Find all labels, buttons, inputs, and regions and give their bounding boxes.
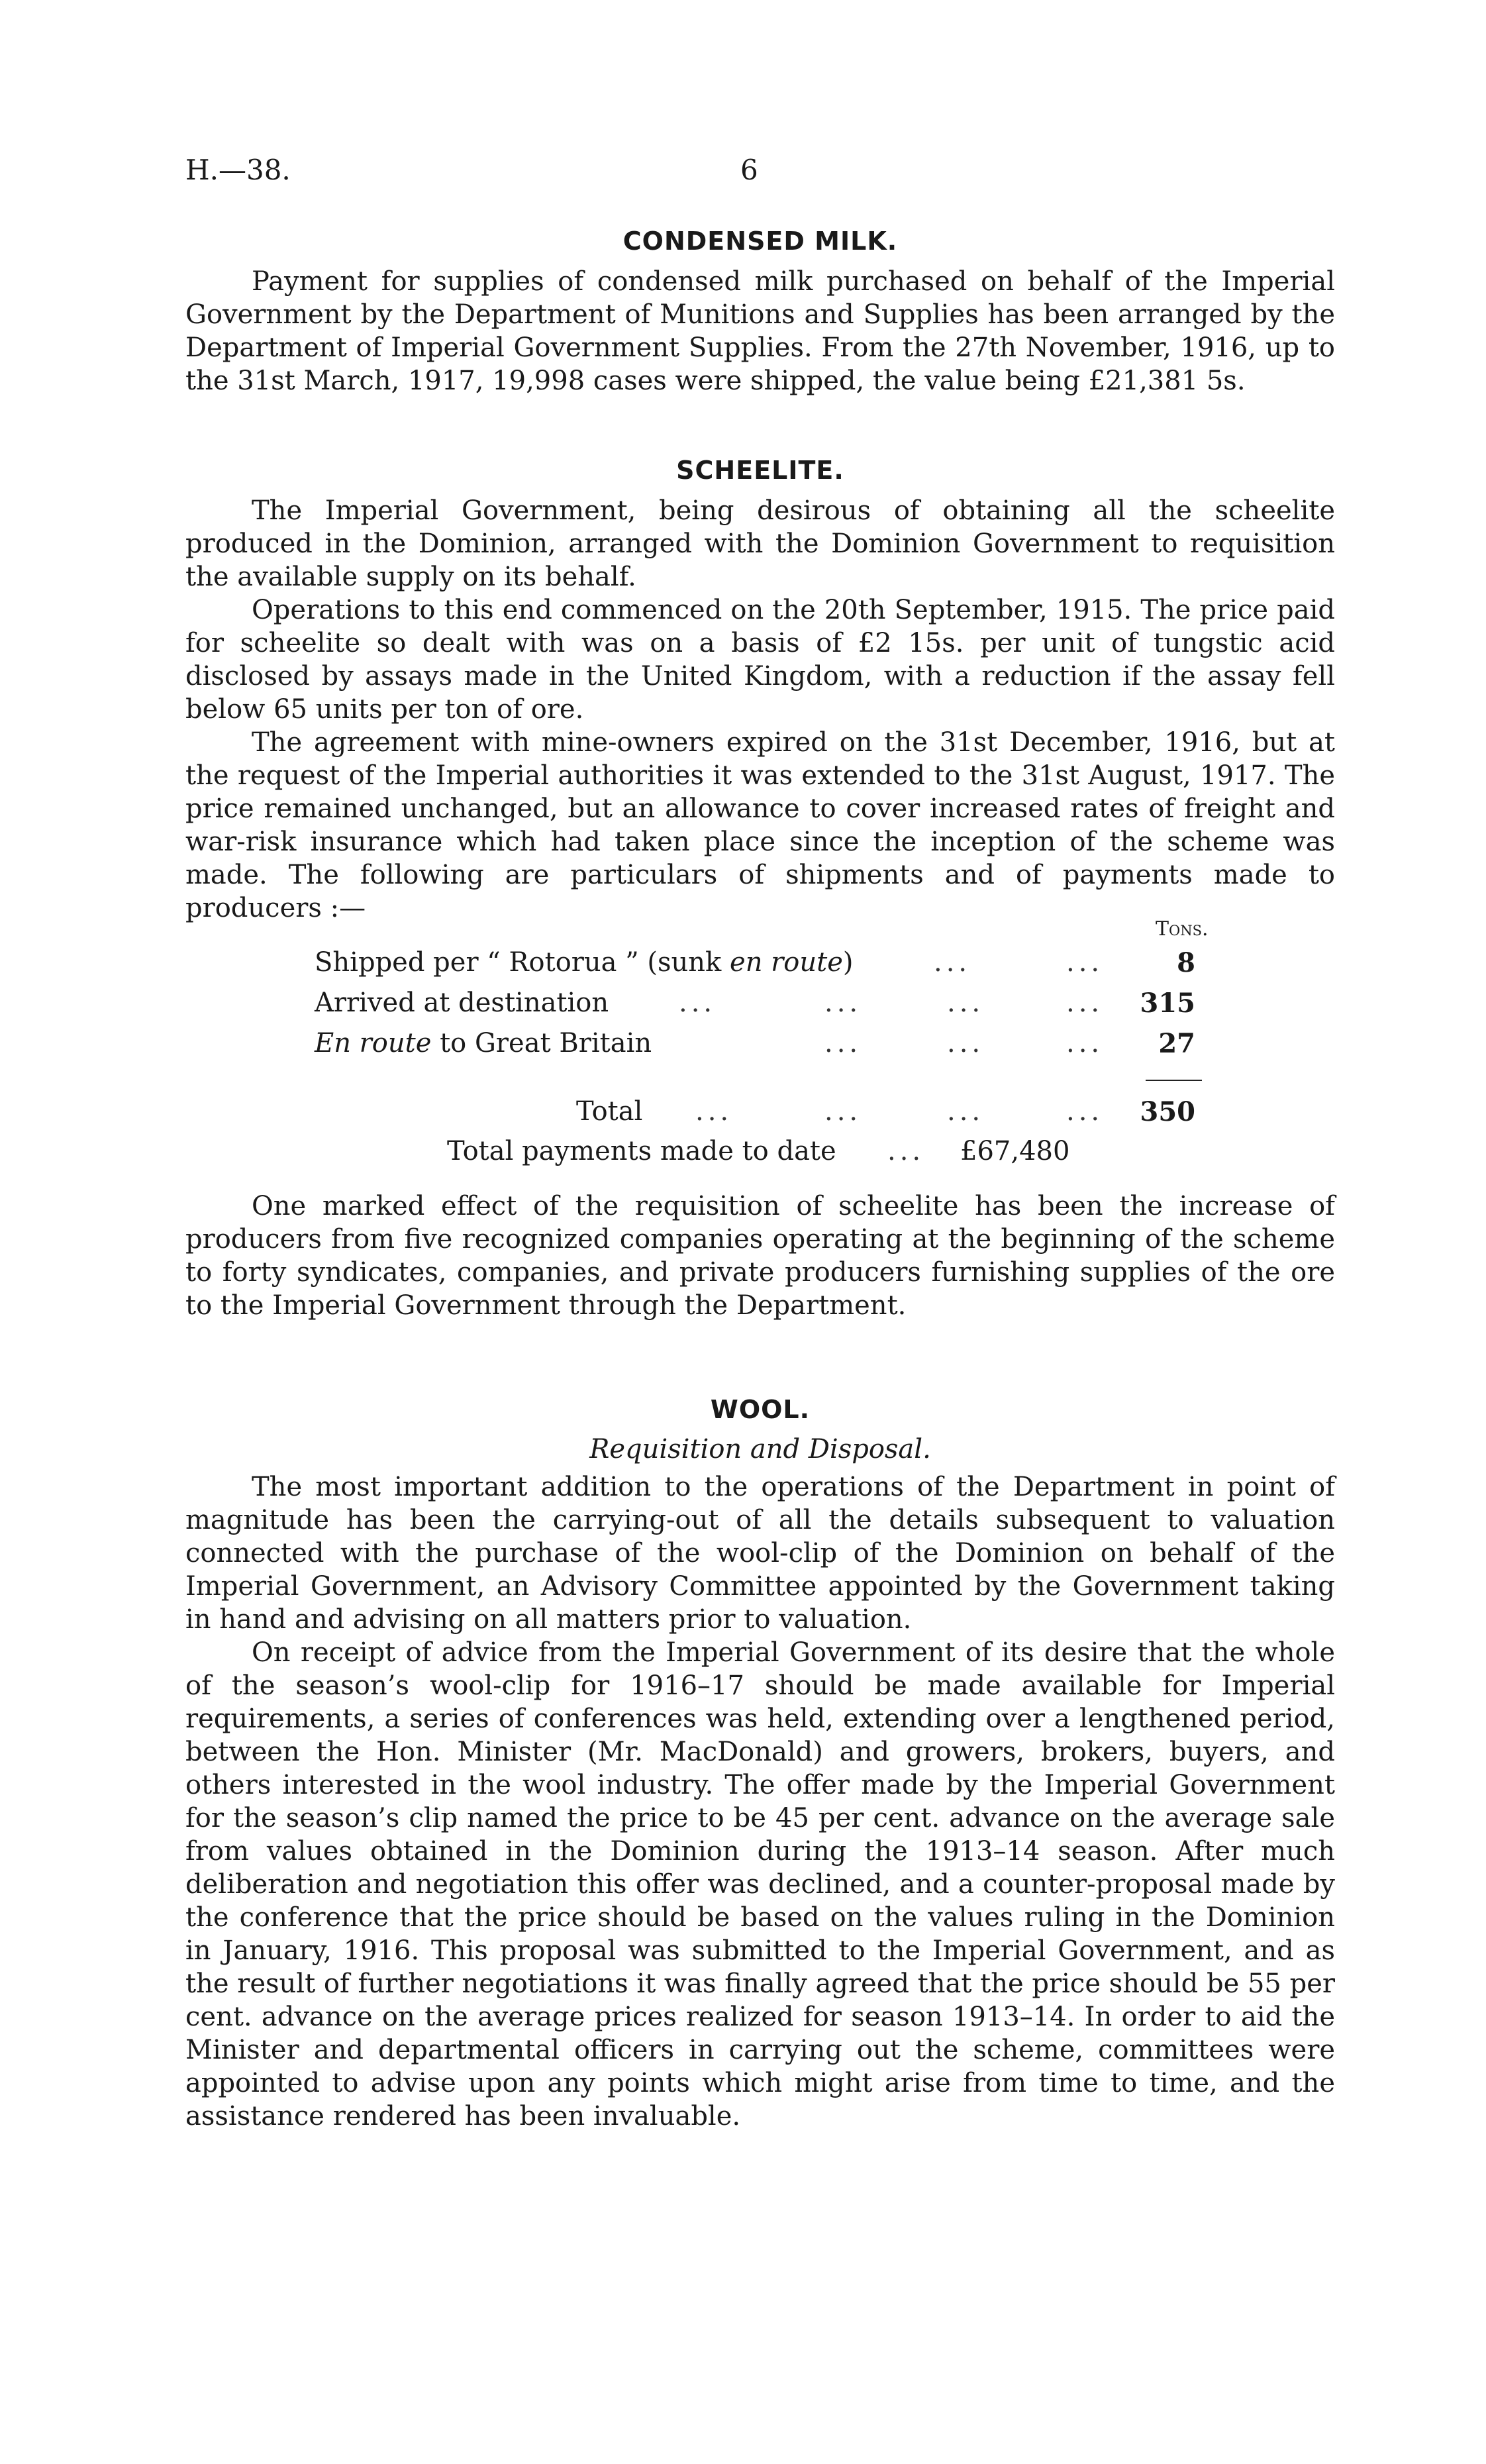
- leader-dots: ...: [824, 1028, 862, 1058]
- table-row: [315, 947, 1242, 984]
- section-heading-scheelite: SCHEELITE.: [676, 456, 844, 485]
- leader-dots: ...: [934, 947, 971, 978]
- leader-dots: ...: [947, 1096, 985, 1127]
- payments-label: Total payments made to date: [447, 1136, 836, 1166]
- leader-dots: ...: [824, 1096, 862, 1127]
- scheelite-paragraph-1: The Imperial Government, being desirous of obtaining all the scheelite produced in the Dominion, arranged with the Dominion Government to requisition the available supply on its behalf.: [185, 495, 1335, 592]
- leader-dots: ...: [1066, 988, 1104, 1018]
- leader-dots: ...: [887, 1136, 925, 1166]
- table-row: [315, 988, 1242, 1025]
- document-reference: H.—38.: [185, 154, 291, 186]
- condensed-milk-paragraph: Payment for supplies of condensed milk purchased on behalf of the Imperial Government by the Department of Munitions and Supplies has been arranged by the Department of Imperial Government Supplies. From the 27th November, 1916, up to the 31st March, 1917, 19,998 cases were shipped, the value being £21,381 5s.: [185, 266, 1335, 396]
- total-label: Total: [576, 1096, 643, 1127]
- wool-subheading: Requisition and Disposal.: [589, 1434, 931, 1464]
- total-row: [315, 1096, 1242, 1133]
- leader-dots: ...: [947, 988, 985, 1018]
- wool-paragraph-1: The most important addition to the operations of the Department in point of magnitude has been the carrying-out of all the details subsequent to valuation connected with the purchase of the wool-clip of the Dominion on behalf of the Imperial Government, an Advisory Committee appointed by the Government taking in hand and advising on all matters prior to valuation.: [185, 1472, 1335, 1635]
- scheelite-paragraph-3: The agreement with mine-owners expired on the 31st December, 1916, but at the request of the Imperial authorities it was extended to the 31st August, 1917. The price remained unchanged, but an allowance to cover increased rates of freight and war-risk insurance which had taken place since the inception of the scheme was made. The following are particulars of shipments and of payments made to producers :—: [185, 727, 1335, 923]
- payments-row: [447, 1136, 1374, 1173]
- row-value: 27: [1158, 1028, 1195, 1059]
- leader-dots: ...: [947, 1028, 985, 1058]
- table-row: [315, 1028, 1242, 1065]
- scheelite-paragraph-2: Operations to this end commenced on the 20th September, 1915. The price paid for scheelite so dealt with was on a basis of £2 15s. per unit of tungstic acid disclosed by assays made in the United Kingdom, with a reduction if the assay fell below 65 units per ton of ore.: [185, 595, 1335, 725]
- row-label: Shipped per “ Rotorua ” (sunk en route): [315, 947, 854, 978]
- leader-dots: ...: [695, 1096, 733, 1127]
- leader-dots: ...: [824, 988, 862, 1018]
- page-number: 6: [740, 154, 758, 186]
- leader-dots: ...: [1066, 947, 1104, 978]
- leader-dots: ...: [1066, 1096, 1104, 1127]
- leader-dots: ...: [1066, 1028, 1104, 1058]
- row-label: Arrived at destination: [315, 988, 609, 1018]
- row-value: 8: [1177, 947, 1195, 978]
- row-label: En route to Great Britain: [315, 1028, 652, 1058]
- row-value: 315: [1140, 988, 1195, 1019]
- scheelite-closing-paragraph: One marked effect of the requisition of scheelite has been the increase of producers from five recognized companies operating at the beginning of the scheme to forty syndicates, companies, and private producers furnishing supplies of the ore to the Imperial Government through the Department.: [185, 1191, 1335, 1321]
- section-heading-wool: WOOL.: [710, 1395, 811, 1424]
- payments-value: £67,480: [960, 1136, 1070, 1166]
- tons-column-header: Tons.: [1156, 917, 1209, 941]
- total-rule: [1146, 1080, 1202, 1081]
- leader-dots: ...: [679, 988, 717, 1018]
- wool-paragraph-2: On receipt of advice from the Imperial Government of its desire that the whole of the season’s wool-clip for 1916–17 should be made available for Imperial requirements, a series of conferences was held, extending over a lengthened period, between the Hon. Minister (Mr. MacDonald) and growers, brokers, buyers, and others interested in the wool industry. The offer made by the Imperial Government for the season’s clip named the price to be 45 per cent. advance on the average sale from values obtained in the Dominion during the 1913–14 season. After much deliberation and negotiation this offer was declined, and a counter-proposal made by the conference that the price should be based on the values ruling in the Dominion in January, 1916. This proposal was submitted to the Imperial Government, and as the result of further negotiations it was finally agreed that the price should be 55 per cent. advance on the average prices realized for season 1913–14. In order to aid the Minister and departmental officers in carrying out the scheme, committees were appointed to advise upon any points which might arise from time to time, and the assistance rendered has been invaluable.: [185, 1637, 1335, 2131]
- total-value: 350: [1140, 1096, 1195, 1127]
- section-heading-condensed-milk: CONDENSED MILK.: [622, 227, 898, 256]
